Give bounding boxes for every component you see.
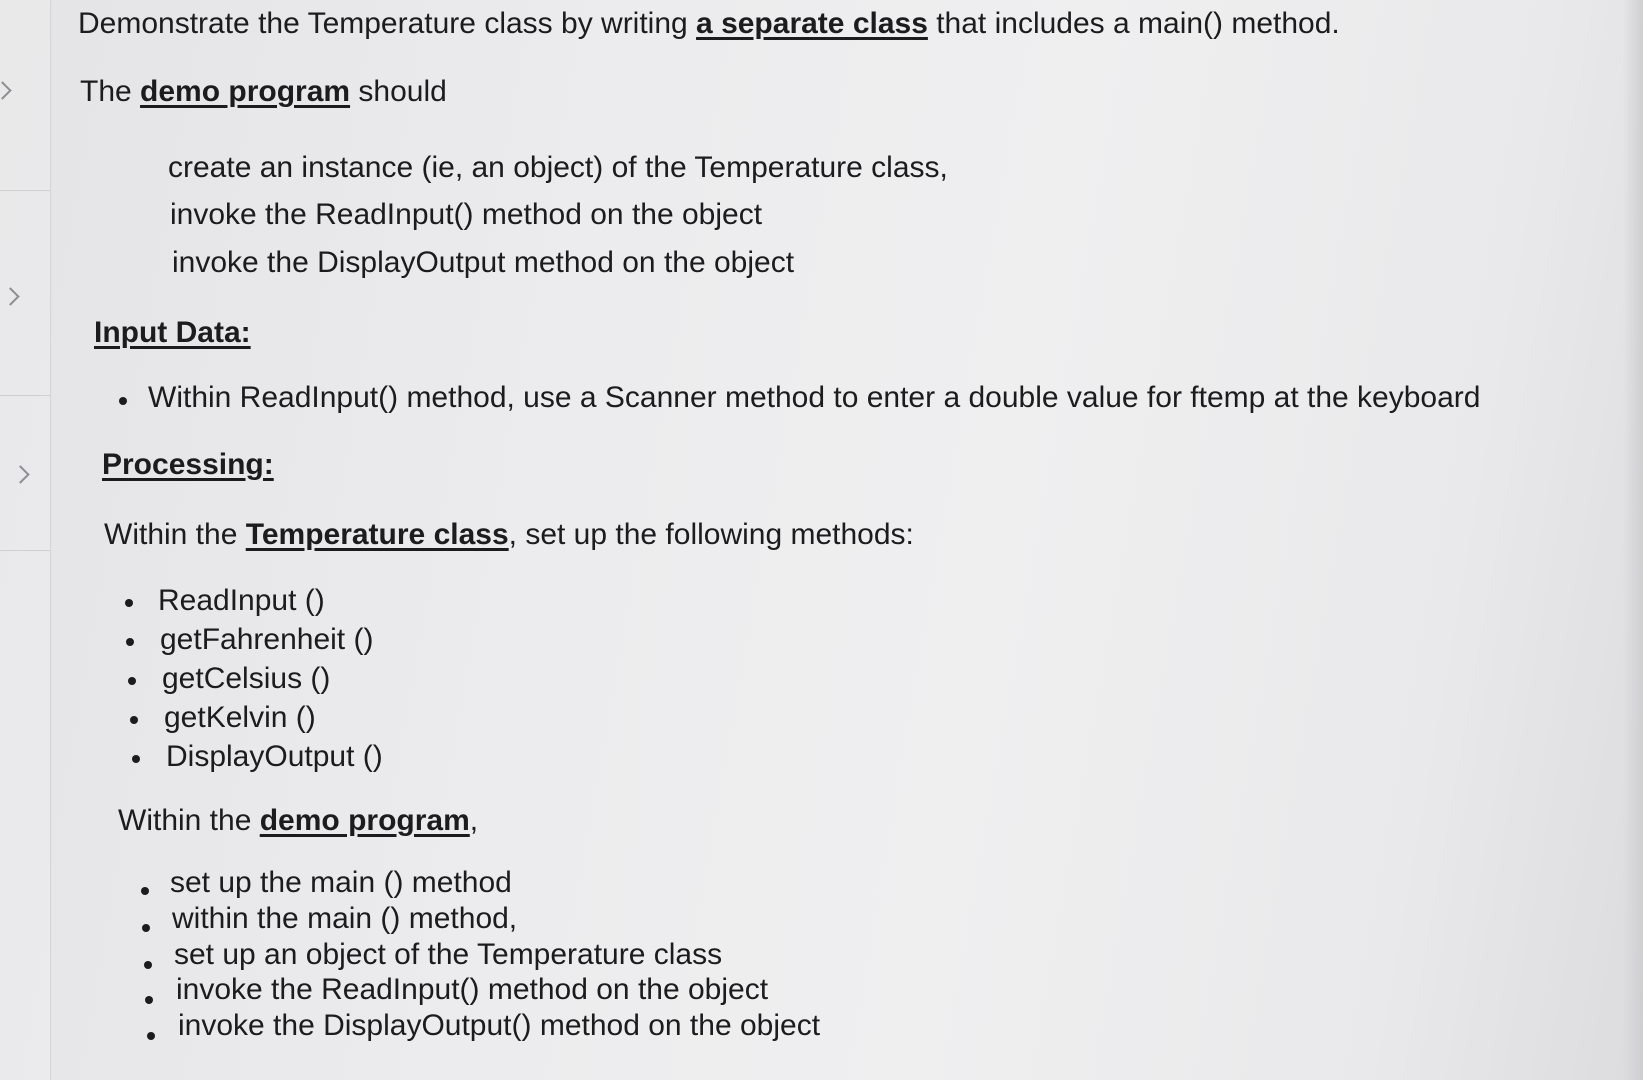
- demo-program-sentence: The demo program should: [80, 75, 447, 108]
- method-item: getKelvin (): [164, 701, 316, 734]
- method-item: DisplayOutput (): [166, 740, 383, 773]
- gutter-divider: [0, 395, 50, 396]
- bullet: [125, 599, 133, 607]
- bullet: [132, 755, 140, 763]
- bullet: [141, 887, 149, 895]
- bullet: [126, 638, 134, 646]
- gutter-divider: [0, 190, 50, 191]
- demo-program-sentence-2: Within the demo program,: [118, 804, 479, 837]
- step-line: invoke the DisplayOutput method on the object: [172, 246, 795, 279]
- demo-step-item: invoke the ReadInput() method on the object: [176, 973, 769, 1006]
- method-item: getCelsius (): [162, 662, 331, 695]
- bullet: [142, 924, 150, 932]
- bullet: [145, 996, 153, 1004]
- bullet: [119, 397, 127, 405]
- demo-step-item: invoke the DisplayOutput() method on the object: [178, 1009, 821, 1042]
- page-edge-shadow: [1623, 0, 1643, 1080]
- step-line: create an instance (ie, an object) of the Temperature class,: [168, 151, 948, 184]
- separate-class-emphasis: a separate class: [696, 7, 928, 40]
- step-line: invoke the ReadInput() method on the object: [170, 198, 763, 231]
- input-item: Within ReadInput() method, use a Scanner method to enter a double value for ftemp at the keyboard: [148, 381, 1481, 414]
- demo-step-item: within the main () method,: [172, 902, 518, 935]
- gutter-divider: [0, 550, 50, 551]
- processing-heading: Processing:: [102, 448, 274, 481]
- demo-step-item: set up an object of the Temperature class: [174, 938, 723, 971]
- input-data-heading: Input Data:: [94, 316, 251, 349]
- bullet: [130, 716, 138, 724]
- temperature-class-emphasis: Temperature class: [245, 518, 509, 551]
- demo-program-emphasis: demo program: [259, 804, 470, 837]
- method-item: ReadInput (): [158, 584, 325, 617]
- method-item: getFahrenheit (): [160, 623, 374, 656]
- demo-program-emphasis: demo program: [140, 75, 351, 108]
- demo-step-item: set up the main () method: [170, 866, 512, 899]
- processing-sentence: Within the Temperature class, set up the following methods:: [104, 518, 914, 551]
- bullet: [144, 961, 152, 969]
- left-gutter: [0, 0, 51, 1080]
- bullet: [147, 1032, 155, 1040]
- intro-sentence: Demonstrate the Temperature class by writing a separate class that includes a main() method.: [78, 7, 1340, 40]
- bullet: [128, 677, 136, 685]
